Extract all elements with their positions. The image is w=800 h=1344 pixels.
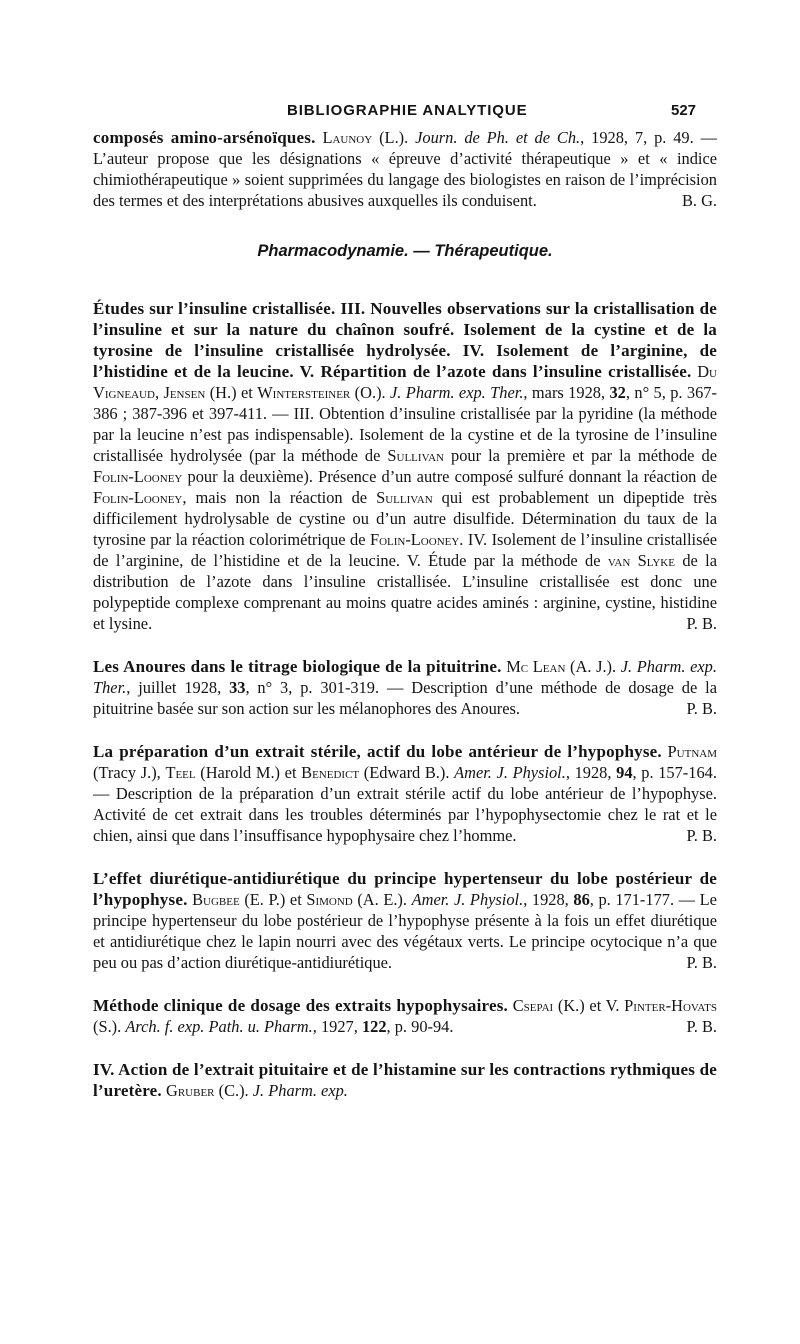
entry-name-ref: Folin-Looney bbox=[93, 467, 183, 486]
entry-author: Putnam bbox=[667, 742, 717, 761]
entry-arsenoiques bbox=[93, 127, 717, 211]
entry-author-initials: (C.). bbox=[218, 1081, 249, 1100]
entry-citation: , 1928, bbox=[523, 890, 569, 909]
entry-author-initials: (S.). bbox=[93, 1017, 122, 1036]
entry-summary: mais non la réaction de bbox=[195, 488, 368, 507]
entry-pages: , n° 3, p. 301-319. bbox=[245, 678, 380, 697]
entry-citation: , 1928, bbox=[565, 763, 612, 782]
entry-journal: Arch. f. exp. Path. u. Pharm. bbox=[125, 1017, 313, 1036]
entry-author-initials: (Edward B.). bbox=[363, 763, 450, 782]
entry-pages: , p. 90-94. bbox=[386, 1017, 454, 1036]
entry-journal: Amer. J. Physiol. bbox=[411, 890, 524, 909]
page-number: 527 bbox=[671, 102, 697, 119]
entry-author: Csepai bbox=[512, 996, 554, 1015]
entry-journal: Journ. de Ph. et de Ch. bbox=[415, 128, 581, 147]
entry-reviewer-initials: P. B. bbox=[686, 953, 717, 972]
entry-citation: 1928, 7, p. 49. bbox=[591, 128, 694, 147]
entry-reviewer-initials: P. B. bbox=[686, 614, 717, 633]
entry-volume: 94 bbox=[616, 763, 633, 782]
section-heading: Pharmacodynamie. — Thérapeutique. bbox=[257, 242, 553, 260]
entry-summary: — Description d’une méthode de dosage de la pituitrine basée sur son action sur les mélanophores des Anoures. bbox=[93, 678, 717, 718]
entry-volume: 33 bbox=[229, 678, 246, 697]
entry-author-initials: (Tracy J.), bbox=[93, 763, 161, 782]
entry-reviewer-initials: P. B. bbox=[686, 699, 717, 718]
entry-summary: — III. Obtention d’insuline cristallisée par la pyridine (la méthode par la leucine n’est pas indispensable). Isolement de la cystine et de la tyrosine de l’insuline cristallisée hydrolysée (par la méthode de bbox=[93, 404, 718, 465]
entry-author: Wintersteiner bbox=[257, 383, 351, 402]
entry-summary: IV. Isolement de l’insuline cristallisée de l’arginine, de l’histidine et de la leucine. V. Étude par la méthode de bbox=[93, 530, 717, 570]
entry-volume: 32 bbox=[609, 383, 626, 402]
entry-author-initials: (Harold M.) et bbox=[200, 763, 297, 782]
entry-lobe-anterieur bbox=[93, 741, 717, 846]
entry-journal: J. Pharm. exp. Ther. bbox=[390, 383, 524, 402]
entry-summary: — Le principe hypertenseur du lobe postérieur de l’hypophyse présente à la fois un effet diurétique et antidiurétique chez le lapin nourri avec des végétaux verts. Le principe ocytocique n’a que peu ou pas d’action diurétique-antidiurétique. bbox=[93, 890, 717, 972]
entry-summary: de la distribution de l’azote dans l’insuline cristallisée. L’insuline cristallisée est donc une polypeptide complexe comprenant au moins quatre acides aminés : arginine, cystine, histidine et lysine. bbox=[93, 551, 717, 633]
entry-author-initials: (K.) et V. bbox=[557, 996, 620, 1015]
entry-pages: , n° 5, p. 367-386 ; 387-396 et 397-411. bbox=[93, 383, 717, 423]
entry-pages: , p. 157-164. bbox=[632, 763, 717, 782]
entry-anoures bbox=[93, 656, 717, 719]
entry-author: Pinter-Hovats bbox=[624, 996, 717, 1015]
entry-author: Benedict bbox=[301, 763, 360, 782]
entry-author: Teel bbox=[165, 763, 196, 782]
entry-author-initials: (A. E.). bbox=[357, 890, 407, 909]
entry-extrait-pituitaire bbox=[93, 1059, 717, 1101]
entry-author-initials: (O.). bbox=[354, 383, 386, 402]
entry-title: Méthode clinique de dosage des extraits hypophysaires. bbox=[93, 996, 508, 1015]
entry-name-ref: van Slyke bbox=[607, 551, 675, 570]
entry-summary: — Description de la préparation d’un extrait stérile actif du lobe antérieur de l’hypophyse. Activité de cet extrait dans les troubles déterminés par l’hypophysectomie chez le rat et le chien, ainsi que dans l’insuffisance hypophysaire chez l’homme. bbox=[93, 784, 717, 845]
entry-citation: , juillet 1928, bbox=[126, 678, 222, 697]
article-body bbox=[93, 127, 717, 1123]
entry-author: Du Vigneaud, bbox=[93, 362, 717, 402]
entry-author: Simond bbox=[306, 890, 353, 909]
entry-summary: pour la deuxième). Présence d’un autre composé sulfuré donnant la réaction de bbox=[187, 467, 717, 486]
entry-author-initials: (A. J.). bbox=[570, 657, 617, 676]
entry-pages: , p. 171-177. bbox=[589, 890, 675, 909]
entry-summary: pour la première et par la méthode de bbox=[451, 446, 717, 465]
entry-name-ref: Sullivan bbox=[376, 488, 433, 507]
entry-name-ref: Folin-Looney, bbox=[93, 488, 187, 507]
entry-summary: qui est probablement un dipeptide très difficilement hydrolysable de cystine ou d’un autre disulfide. Détermination du taux de la tyrosine par la réaction colorimétrique de bbox=[93, 488, 717, 549]
entry-journal: Amer. J. Physiol. bbox=[454, 763, 566, 782]
running-title: BIBLIOGRAPHIE ANALYTIQUE bbox=[287, 102, 528, 119]
entry-author: Gruber bbox=[165, 1081, 215, 1100]
entry-author-initials: (H.) et bbox=[209, 383, 253, 402]
entry-journal: J. Pharm. exp. Ther. bbox=[93, 657, 717, 697]
entry-reviewer-initials: B. G. bbox=[681, 191, 717, 210]
entry-reviewer-initials: P. B. bbox=[686, 826, 717, 845]
entry-diuretique bbox=[93, 868, 717, 973]
entry-title: La préparation d’un extrait stérile, actif du lobe antérieur de l’hypophyse. bbox=[93, 742, 662, 761]
entry-title: composés amino-arsénoïques. bbox=[93, 128, 316, 147]
entry-author: Mc Lean bbox=[506, 657, 566, 676]
entry-author: Jensen bbox=[163, 383, 206, 402]
entry-author-initials: (L.). bbox=[379, 128, 409, 147]
entry-title: Les Anoures dans le titrage biologique de la pituitrine. bbox=[93, 657, 502, 676]
entry-title: IV. Action de l’extrait pituitaire et de l’histamine sur les contractions rythmiques de l’uretère. bbox=[93, 1060, 717, 1100]
entry-author-initials: (E. P.) et bbox=[244, 890, 302, 909]
entry-author: Bugbee bbox=[192, 890, 240, 909]
entry-citation: , 1927, bbox=[312, 1017, 358, 1036]
entry-summary: — L’auteur propose que les désignations « épreuve d’activité thérapeutique » et « indice chimiothérapeutique » soient supprimées du langage des biologistes en raison de l’imprécision des termes et des interprétations abusives auxquelles ils conduisent. bbox=[93, 128, 718, 210]
entry-volume: 122 bbox=[361, 1017, 387, 1036]
entry-author: Launoy bbox=[322, 128, 373, 147]
entry-journal: J. Pharm. exp. bbox=[252, 1081, 348, 1100]
entry-citation: , mars 1928, bbox=[523, 383, 606, 402]
entry-methode-clinique bbox=[93, 995, 717, 1037]
entry-insuline bbox=[93, 298, 717, 634]
entry-title: Études sur l’insuline cristallisée. III. Nouvelles observations sur la cristallisation de l’insuline et sur la nature du chaînon soufré. Isolement de la cystine et de la tyrosine de l’insuline cristallisée hydrolysée. IV. Isolement de l’arginine, de l’histidine et de la leucine. V. Répartition de l’azote dans l’insuline cristallisée. bbox=[93, 299, 717, 381]
running-head bbox=[0, 102, 800, 124]
entry-volume: 86 bbox=[573, 890, 590, 909]
entry-name-ref: Sullivan bbox=[387, 446, 444, 465]
entry-name-ref: Folin-Looney. bbox=[369, 530, 464, 549]
entry-title: L’effet diurétique-antidiurétique du principe hypertenseur du lobe postérieur de l’hypophyse. bbox=[93, 869, 717, 909]
entry-reviewer-initials: P. B. bbox=[686, 1017, 717, 1036]
entry-journal-punct: , bbox=[580, 128, 585, 147]
